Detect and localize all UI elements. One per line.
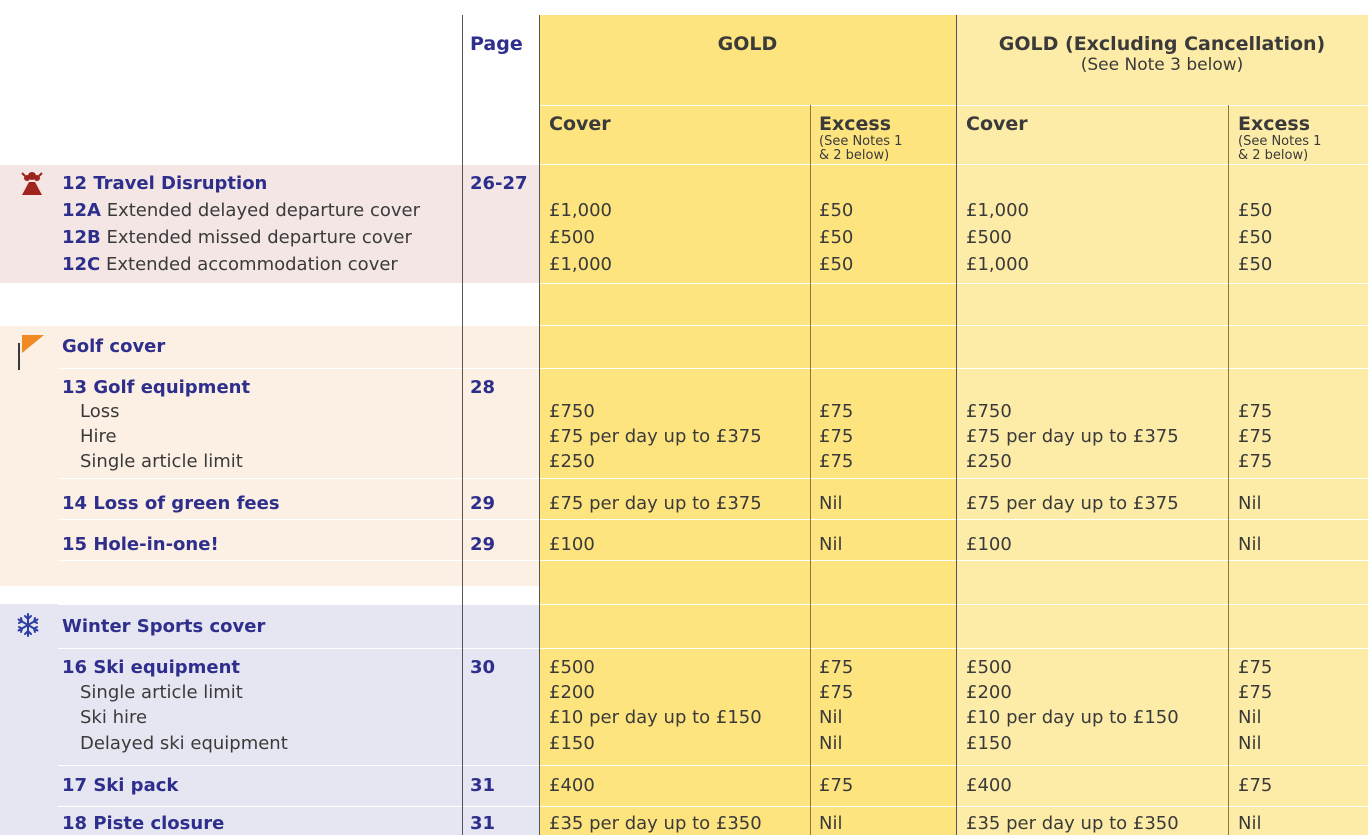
gold-cover-value: £10 per day up to £150	[549, 707, 762, 728]
gold-excess-header: Excess	[819, 113, 892, 135]
piste-closure-page: 31	[470, 813, 496, 834]
ski-pack-title: 17 Ski pack	[62, 775, 179, 796]
ex-excess-value: Nil	[1238, 707, 1262, 728]
golf-equipment-title: 13 Golf equipment	[62, 377, 251, 398]
volcano-icon	[18, 170, 46, 196]
ski-hire-label: Ski hire	[80, 707, 148, 728]
golf-flag-icon	[16, 333, 46, 371]
ex-cover-value: £100	[966, 534, 1012, 555]
gold-cover-value: £500	[549, 657, 595, 678]
gold-excess-value: Nil	[819, 733, 843, 754]
ex-excess-value: Nil	[1238, 534, 1262, 555]
piste-closure-title: 18 Piste closure	[62, 813, 225, 834]
ex-cover-value: £1,000	[966, 200, 1029, 221]
row-code: 12C	[62, 254, 101, 275]
gold-excess-value: £75	[819, 682, 854, 703]
delayed-ski-label: Delayed ski equipment	[80, 733, 288, 754]
ex-excess-value: Nil	[1238, 813, 1262, 834]
gold-cover-value: £250	[549, 451, 595, 472]
gold-cover-value: £200	[549, 682, 595, 703]
gold-excess-value: £50	[819, 227, 854, 248]
ex-excess-value: £75	[1238, 426, 1273, 447]
ex-excess-value: £75	[1238, 657, 1273, 678]
gold-excess-value: £75	[819, 451, 854, 472]
ex-excess-value: Nil	[1238, 733, 1262, 754]
gold-ex-header: GOLD (Excluding Cancellation)	[998, 33, 1326, 55]
gold-cover-header: Cover	[549, 113, 611, 135]
gold-cover-value: £75 per day up to £375	[549, 493, 762, 514]
gold-cover-value: £400	[549, 775, 595, 796]
golf-hire-label: Hire	[80, 426, 117, 447]
green-fees-title: 14 Loss of green fees	[62, 493, 280, 514]
hole-in-one-page: 29	[470, 534, 496, 555]
gold-excess-value: Nil	[819, 813, 843, 834]
hole-in-one-title: 15 Hole-in-one!	[62, 534, 219, 555]
gold-excess-value: £75	[819, 426, 854, 447]
gold-excess-value: £75	[819, 657, 854, 678]
gold-cover-value: £150	[549, 733, 595, 754]
ex-cover-value: £10 per day up to £150	[966, 707, 1179, 728]
ex-cover-value: £500	[966, 227, 1012, 248]
ex-cover-value: £750	[966, 401, 1012, 422]
ski-pack-page: 31	[470, 775, 496, 796]
gold-ex-header-note: (See Note 3 below)	[1080, 55, 1244, 75]
ex-excess-value: Nil	[1238, 493, 1262, 514]
travel-row-12c	[62, 254, 398, 276]
gold-excess-value: £75	[819, 401, 854, 422]
ex-excess-header: Excess	[1238, 113, 1311, 135]
gold-excess-value: £75	[819, 775, 854, 796]
ex-excess-note-2: & 2 below)	[1238, 148, 1309, 163]
gold-excess-value: £50	[819, 254, 854, 275]
ex-excess-value: £50	[1238, 200, 1273, 221]
row-code: 12A	[62, 200, 101, 221]
gold-cover-value: £35 per day up to £350	[549, 813, 762, 834]
row-label: Extended delayed departure cover	[106, 200, 420, 221]
ex-cover-value: £75 per day up to £375	[966, 426, 1179, 447]
gold-excess-value: Nil	[819, 707, 843, 728]
ex-cover-value: £150	[966, 733, 1012, 754]
ex-cover-value: £75 per day up to £375	[966, 493, 1179, 514]
row-label: Extended missed departure cover	[106, 227, 412, 248]
gold-excess-note-2: & 2 below)	[819, 148, 890, 163]
travel-disruption-page: 26-27	[470, 173, 528, 194]
ex-excess-value: £50	[1238, 227, 1273, 248]
golf-section-title: Golf cover	[62, 336, 166, 357]
travel-row-12b	[62, 227, 412, 249]
ex-excess-value: £75	[1238, 401, 1273, 422]
ski-equipment-title: 16 Ski equipment	[62, 657, 241, 678]
ex-cover-value: £35 per day up to £350	[966, 813, 1179, 834]
ski-single-article-label: Single article limit	[80, 682, 243, 703]
gold-cover-value: £500	[549, 227, 595, 248]
ski-equipment-page: 30	[470, 657, 496, 678]
ex-excess-value: £75	[1238, 451, 1273, 472]
gold-excess-value: Nil	[819, 493, 843, 514]
ex-excess-value: £75	[1238, 682, 1273, 703]
winter-section-title: Winter Sports cover	[62, 616, 266, 637]
row-label: Extended accommodation cover	[106, 254, 398, 275]
ex-cover-value: £1,000	[966, 254, 1029, 275]
gold-header: GOLD	[717, 33, 778, 55]
golf-loss-label: Loss	[80, 401, 120, 422]
gold-cover-value: £75 per day up to £375	[549, 426, 762, 447]
gold-excess-value: Nil	[819, 534, 843, 555]
green-fees-page: 29	[470, 493, 496, 514]
gold-cover-value: £1,000	[549, 200, 612, 221]
golf-equipment-page: 28	[470, 377, 496, 398]
travel-row-12a	[62, 200, 420, 222]
ex-cover-header: Cover	[966, 113, 1028, 135]
golf-single-article-label: Single article limit	[80, 451, 243, 472]
gold-cover-value: £750	[549, 401, 595, 422]
ex-cover-value: £400	[966, 775, 1012, 796]
ex-cover-value: £250	[966, 451, 1012, 472]
ex-cover-value: £200	[966, 682, 1012, 703]
snowflake-icon	[16, 613, 40, 637]
gold-excess-note-1: (See Notes 1	[819, 134, 903, 149]
gold-cover-value: £1,000	[549, 254, 612, 275]
ex-excess-value: £75	[1238, 775, 1273, 796]
travel-disruption-title: 12 Travel Disruption	[62, 173, 268, 194]
gold-excess-value: £50	[819, 200, 854, 221]
ex-excess-note-1: (See Notes 1	[1238, 134, 1322, 149]
row-code: 12B	[62, 227, 101, 248]
gold-cover-value: £100	[549, 534, 595, 555]
ex-cover-value: £500	[966, 657, 1012, 678]
page-column-header: Page	[470, 33, 523, 55]
ex-excess-value: £50	[1238, 254, 1273, 275]
